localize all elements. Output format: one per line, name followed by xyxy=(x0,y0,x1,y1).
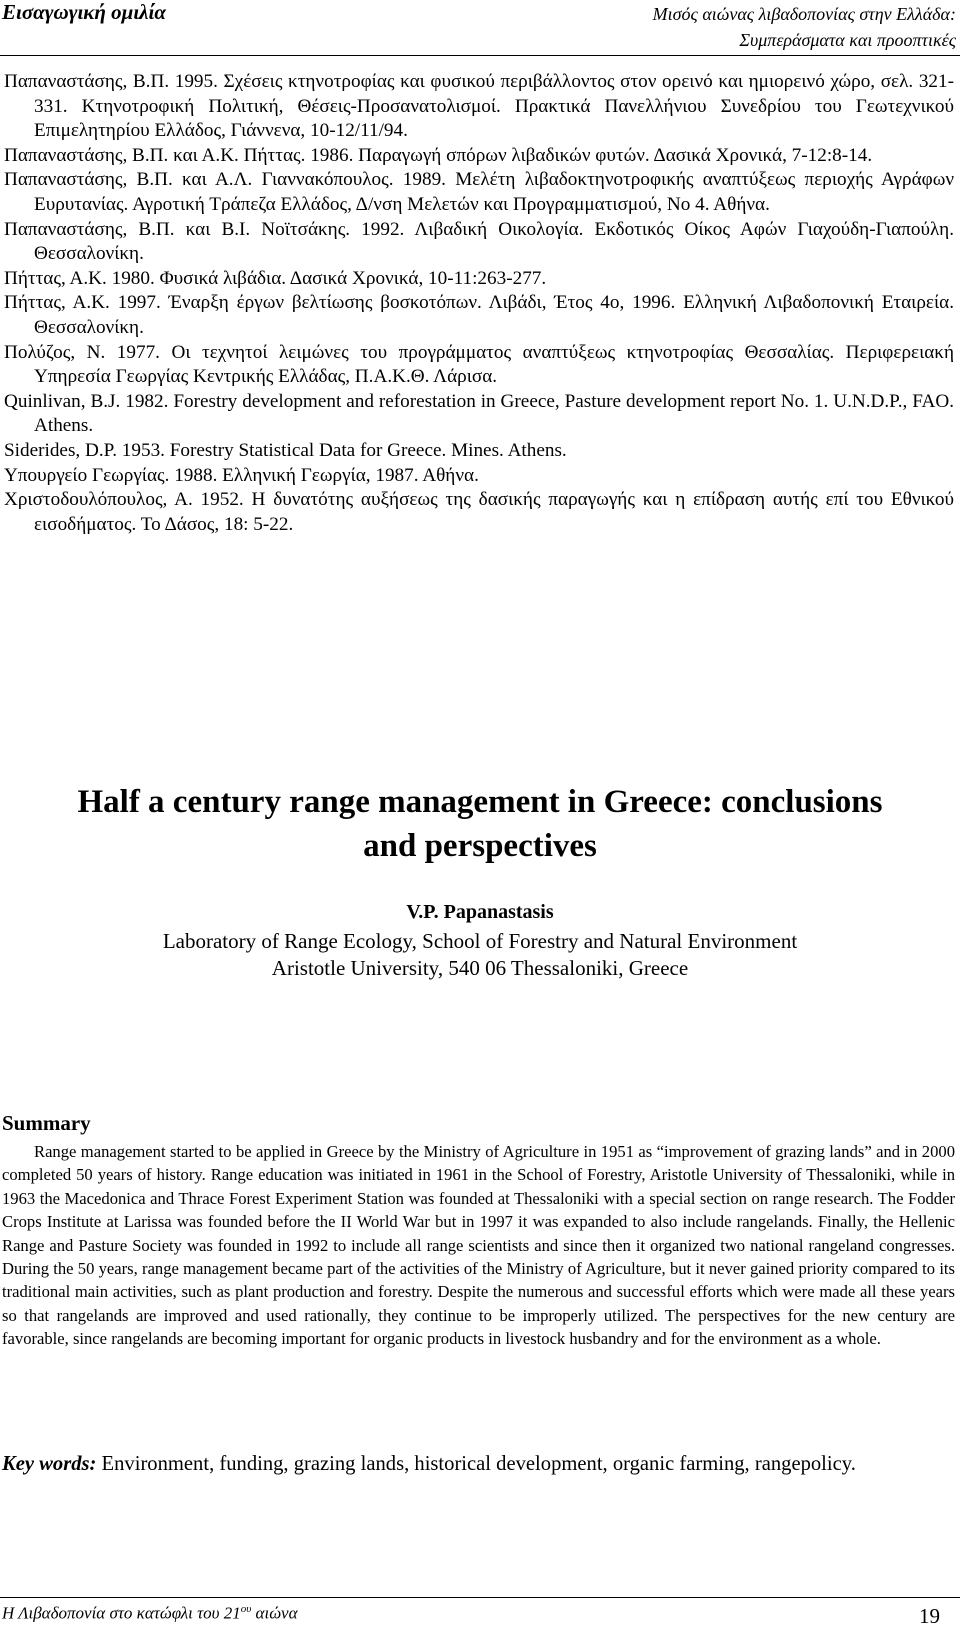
paper-title-line2: and perspectives xyxy=(363,828,597,864)
header-paper-title-line2: Συμπεράσματα και προοπτικές xyxy=(739,30,956,50)
keywords xyxy=(2,1450,955,1478)
reference-item: Πήττας, Α.Κ. 1980. Φυσικά λιβάδια. Δασικά Χρονικά, 10-11:263-277. xyxy=(4,267,547,289)
paper-title xyxy=(0,780,960,868)
footer-book-title-end: αιώνα xyxy=(255,1603,298,1623)
keywords-label: Key words: xyxy=(2,1453,97,1475)
footer-superscript: ου xyxy=(240,1603,252,1615)
footer-divider xyxy=(0,1597,960,1598)
reference-item: Πήττας, Α.Κ. 1997. Έναρξη έργων βελτίωσης βοσκοτόπων. Λιβάδι, Έτος 4ο, 1996. Ελληνική Λιβαδοπονική Εταιρεία. Θεσσαλονίκη. xyxy=(4,292,954,338)
summary-heading: Summary xyxy=(2,1111,91,1135)
author-name: V.P. Papanastasis xyxy=(406,901,554,923)
reference-list xyxy=(4,70,954,537)
page-number: 19 xyxy=(919,1604,940,1628)
footer-book-title xyxy=(2,1603,298,1624)
footer-book-title-main: Η Λιβαδοπονία στο κατώφλι του 21 xyxy=(2,1603,241,1623)
reference-item: Πολύζος, Ν. 1977. Οι τεχνητοί λειμώνες του προγράμματος αναπτύξεως κτηνοτροφίας Θεσσαλίας. Περιφερειακή Υπηρεσία Γεωργίας Κεντρικής Ελλάδας, Π.Α.Κ.Θ. Λάρισα. xyxy=(4,341,954,388)
header-section-title: Εισαγωγική ομιλία xyxy=(2,0,166,24)
author-affiliation xyxy=(0,928,960,982)
reference-item: Παπαναστάσης, Β.Π. 1995. Σχέσεις κτηνοτροφίας και φυσικού περιβάλλοντος στον ορεινό και ημιορεινό χώρο, σελ. 321-331. Κτηνοτροφική Πολιτική, Θέσεις-Προσανατολισμοί. Πρακτικά Πανελλήνιου Συνεδρίου του Γεωτεχνικού Επιμελητηρίου Ελλάδος, Γιάννενα, 10-12/11/94. xyxy=(4,71,954,142)
affiliation-line1: Laboratory of Range Ecology, School of Forestry and Natural Environment xyxy=(162,929,798,953)
summary-text: Range management started to be applied in Greece by the Ministry of Agriculture in 1951 as “improvement of grazing lands” and in 2000 completed 50 years of history. Range education was initiated in 1961 in the School of Forestry, Aristotle University of Thessaloniki, while in 1963 the Macedonica and Thrace Forest Experiment Station was founded at Thessaloniki with a special section on range research. The Fodder Crops Institute at Larissa was founded before the II World War but in 1997 it was expanded to also include rangelands. Finally, the Hellenic Range and Pasture Society was founded in 1992 to include all range scientists and since then it organized two national rangeland congresses. During the 50 years, range management became part of the activities of the Ministry of Agriculture, but it never gained priority compared to its traditional main activities, such as plant production and forestry. Despite the numerous and successful efforts which were made all these years so that rangelands are improved and used rationally, they continue to be improperly utilized. The perspectives for the new century are favorable, since rangelands are becoming important for organic products in livestock husbandry and for the environment as a whole. xyxy=(2,1142,955,1349)
running-header xyxy=(0,0,960,58)
reference-item: Παπαναστάσης, Β.Π. και Α.Κ. Πήττας. 1986. Παραγωγή σπόρων λιβαδικών φυτών. Δασικά Χρονικά, 7-12:8-14. xyxy=(4,144,873,166)
affiliation-line2: Aristotle University, 540 06 Thessaloniki, Greece xyxy=(271,956,689,980)
paper-title-line1: Half a century range management in Greece: conclusions xyxy=(77,784,883,820)
reference-item: Siderides, D.P. 1953. Forestry Statistical Data for Greece. Mines. Athens. xyxy=(4,439,567,461)
reference-item: Quinlivan, B.J. 1982. Forestry development and reforestation in Greece, Pasture development report No. 1. U.N.D.P., FAO. Athens. xyxy=(4,390,954,437)
reference-item: Χριστοδουλόπουλος, Α. 1952. Η δυνατότης αυξήσεως της δασικής παραγωγής και η επίδραση αυτής επί του Εθνικού εισοδήματος. Το Δάσος, 18: 5-22. xyxy=(4,489,954,535)
reference-item: Υπουργείο Γεωργίας. 1988. Ελληνική Γεωργία, 1987. Αθήνα. xyxy=(4,464,479,486)
header-paper-title-line1: Μισός αιώνας λιβαδοπονίας στην Ελλάδα: xyxy=(652,4,956,24)
reference-item: Παπαναστάσης, Β.Π. και Α.Λ. Γιαννακόπουλος. 1989. Μελέτη λιβαδοκτηνοτροφικής αναπτύξεως περιοχής Αγράφων Ευρυτανίας. Αγροτική Τράπεζα Ελλάδος, Δ/νση Μελετών και Προγραμματισμού, Νο 4. Αθήνα. xyxy=(4,169,954,215)
reference-item: Παπαναστάσης, Β.Π. και Β.Ι. Νοϊτσάκης. 1992. Λιβαδική Οικολογία. Εκδοτικός Οίκος Αφών Γιαχούδη-Γιαπούλη. Θεσσαλονίκη. xyxy=(4,218,954,265)
keywords-text: Environment, funding, grazing lands, historical development, organic farming, rangepolicy. xyxy=(101,1453,856,1475)
header-paper-title xyxy=(536,1,956,53)
header-divider xyxy=(0,55,960,56)
